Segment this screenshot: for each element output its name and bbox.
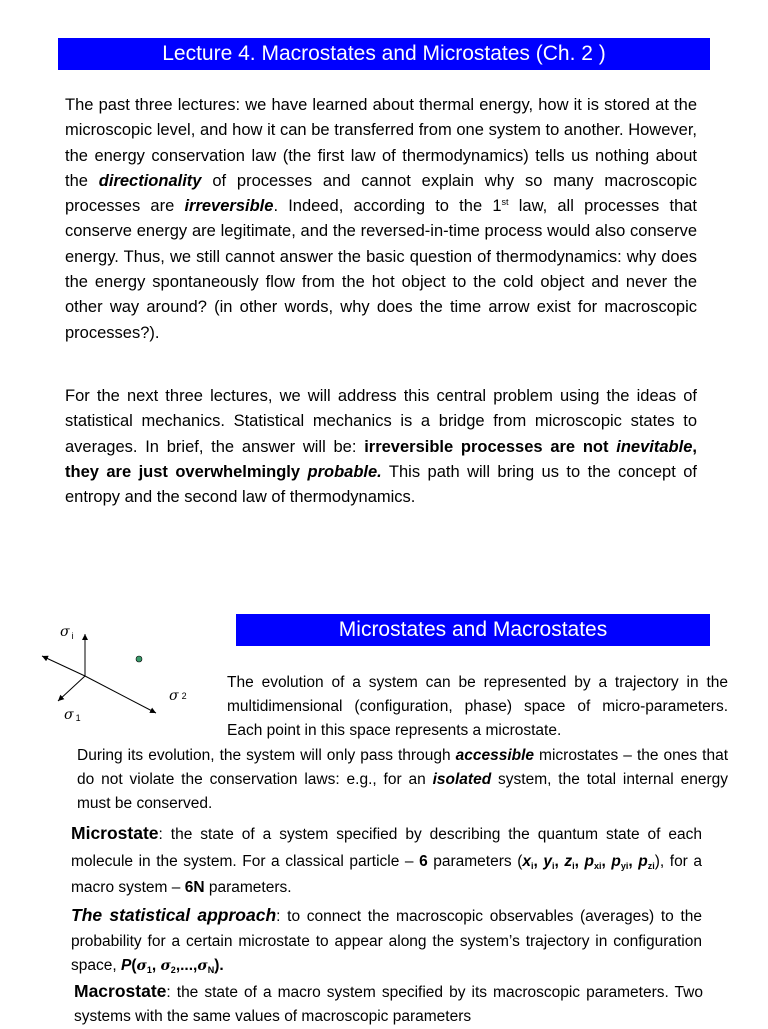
microstate-point	[136, 656, 142, 662]
lecture-title-banner	[58, 38, 710, 70]
sigma-i-label: σ	[60, 624, 70, 640]
emphasis-inevitable: inevitable	[616, 437, 693, 456]
axis-left-upper	[42, 656, 85, 676]
emphasis-accessible: accessible	[455, 747, 535, 764]
accessible-paragraph	[77, 744, 728, 816]
svg-text:σ2	[169, 688, 187, 704]
lecture-title: Lecture 4. Macrostates and Microstates (Ch. 2 )	[162, 42, 606, 65]
sub-i: i	[552, 860, 555, 871]
var-x: x	[522, 852, 531, 870]
text-run: ), for a macro system –	[71, 852, 703, 896]
text-run: . Indeed, according to the 1	[273, 197, 502, 216]
var-z: z	[564, 852, 573, 870]
sub-yi: yi	[620, 860, 629, 871]
var-pz: p	[638, 852, 648, 870]
emphasis-isolated: isolated	[432, 771, 492, 788]
emphasis-probable: probable.	[307, 462, 382, 481]
section-title: Microstates and Macrostates	[338, 618, 608, 641]
phase-space-diagram	[30, 616, 220, 726]
text-run: During its evolution, the system will only pass through	[77, 747, 456, 764]
text-run: The past three lectures: we have learned about thermal energy, how it is stored at the microscopic level, and how it can be transferred from one system to another. However, the energy conservation law (the first law of thermodynamics) tells us nothing about the	[65, 96, 697, 190]
superscript-st: st	[501, 197, 509, 208]
text-run: parameters.	[204, 879, 292, 896]
sigma-i-subscript: i	[71, 631, 74, 641]
probability-formula: $P(\sigma_1$, $\sigma_2,...,\sigma_N$).	[120, 957, 224, 975]
axis-sigma-2	[85, 676, 156, 713]
sigma-1-subscript: 1	[75, 713, 81, 723]
sigma-2-subscript: 2	[181, 691, 187, 701]
emphasis-directionality: directionality	[98, 171, 202, 190]
microstate-definition: Microstate: the state of a system specified by describing the quantum state of each molecule in the system. For a classical particle – 6 parameters ($x_i$, $y_i$, $z_i$, $p_{xi}$, $p_{yi}$, $p_{zi}$), for a macro system – 6N parameters.	[71, 823, 703, 896]
section-title-banner	[236, 614, 710, 646]
axis-sigma-1	[58, 676, 85, 701]
sub-i: i	[572, 860, 575, 871]
number-six: 6	[419, 852, 428, 870]
text-run: law, all processes that conserve energy are legitimate, and the reversed-in-time process would also conserve energy. Thus, we still cannot answer the basic question of thermodynamics: why does the energy spontaneously flow from the hot object to the cold object and never the other way around? (in other words, why does the time arrow exist for macroscopic processes?).	[65, 197, 698, 342]
term-statistical-approach: The statistical approach	[71, 905, 277, 925]
intro-paragraph-2	[65, 384, 697, 510]
text-run: : the state of a macro system specified by its macroscopic parameters. Two systems with the same values of macroscopic parameters	[74, 984, 703, 1025]
evolution-paragraph	[227, 671, 728, 743]
intro-paragraph-1	[65, 93, 697, 346]
text-run: system, the total internal energy must be conserved.	[77, 771, 728, 812]
term-macrostate: Macrostate	[74, 981, 167, 1001]
emphasis-run: irreversible processes are not	[364, 437, 617, 456]
svg-text:σi	[60, 624, 74, 641]
var-y: y	[543, 852, 552, 870]
var-py: p	[611, 852, 621, 870]
number-6n: 6N	[184, 879, 205, 896]
sigma-1-label: σ	[64, 707, 74, 723]
sub-i: i	[530, 860, 534, 871]
text-run: parameters (	[427, 852, 523, 870]
text-run: : to connect the macroscopic observables (averages) to the probability for a certain microstate to appear along the system’s trajectory in configuration space,	[71, 908, 702, 974]
text-run: : the state of a system specified by describing the quantum state of each molecule in the system. For a classical particle –	[71, 826, 702, 870]
text-run: of processes and cannot explain why so many macroscopic processes are	[65, 171, 697, 216]
statistical-approach-definition	[71, 903, 702, 979]
svg-text:σ1	[64, 707, 81, 723]
text-run: For the next three lectures, we will address this central problem using the ideas of statistical mechanics. Statistical mechanics is a bridge from microscopic states to averages. In brief, the answer will be:	[65, 387, 697, 456]
sub-xi: xi	[594, 860, 602, 871]
sigma-2-label: σ	[169, 688, 179, 704]
emphasis-irreversible: irreversible	[184, 197, 274, 216]
text-run: This path will bring us to the concept of entropy and the second law of thermodynamics.	[65, 462, 697, 507]
sub-zi: zi	[647, 860, 655, 871]
text-run: The evolution of a system can be represented by a trajectory in the multidimensional (configuration, phase) space of micro-parameters. Each point in this space represents a microstate.	[227, 674, 728, 739]
text-run: microstates – the ones that do not violate the conservation laws: e.g., for an	[77, 747, 728, 788]
emphasis-run: , they are just overwhelmingly	[65, 437, 697, 481]
macrostate-definition	[74, 979, 703, 1029]
term-microstate: Microstate	[71, 823, 159, 843]
var-px: p	[584, 852, 594, 870]
